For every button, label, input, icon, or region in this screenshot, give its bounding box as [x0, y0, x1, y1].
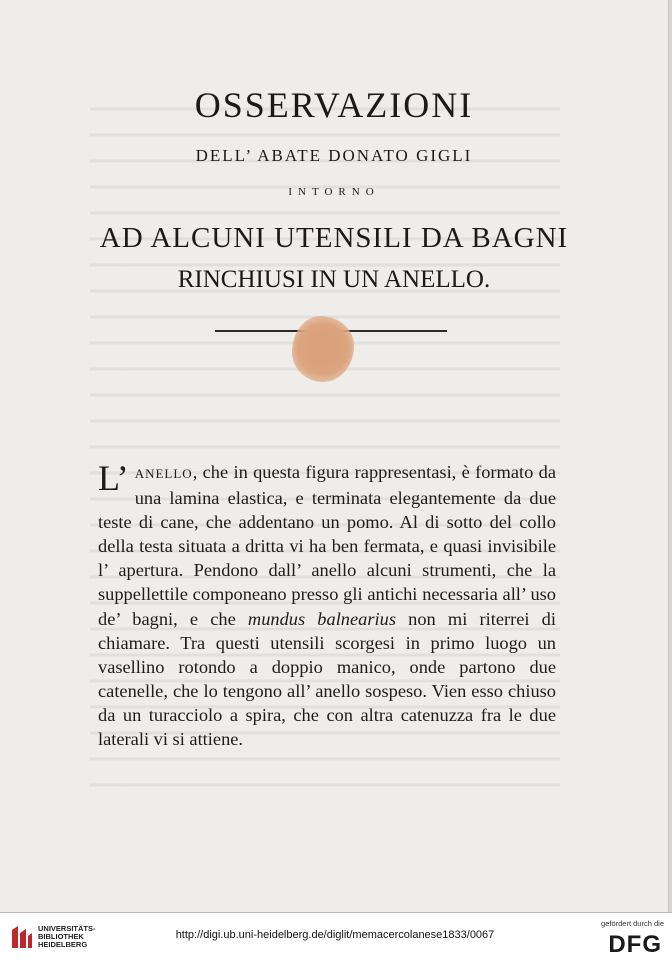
smallcaps-word: ANELLO	[134, 466, 193, 481]
foxing-stain	[292, 316, 354, 382]
italic-phrase: mundus balnearius	[247, 608, 396, 629]
library-name-line2: BIBLIOTHEK	[38, 932, 84, 941]
body-paragraph	[98, 460, 556, 751]
viewer-footer	[0, 912, 672, 961]
library-name-line3: HEIDELBERG	[38, 940, 88, 949]
library-name-line1: UNIVERSITÄTS-	[38, 924, 96, 933]
body-text-b: non mi riterrei di chiamare. Tra questi utensili scorgesi in primo luogo un vasellino rotondo a doppio manico, onde partono due catenelle, che lo tengono all’ anello sospeso. Vien esso chiuso da un turacciolo a spira, che con altra catenuzza fra le due laterali vi si attiene.	[98, 608, 556, 750]
page-title: OSSERVAZIONI	[194, 85, 474, 125]
university-library-logo-icon	[10, 924, 34, 950]
subject-line-2: RINCHIUSI IN UN ANELLO.	[177, 266, 491, 293]
body-text-a: , che in questa figura rappresentasi, è formato da una lamina elastica, e terminata elegantemente da due teste di cane, che addentano un pomo. Al di sotto del collo della testa situata a dritta vi ha ben fermata, e quasi invisibile l’ apertura. Pendono dall’ anello alcuni strumenti, che la suppellettile componeano presso gli antichi necessaria all’ uso de’ bagni, e che	[98, 462, 556, 629]
author-line: DELL’ ABATE DONATO GIGLI	[195, 146, 473, 165]
dfg-logo[interactable]: DFG	[608, 931, 662, 958]
drop-cap: L’	[98, 458, 129, 498]
permalink-url[interactable]: http://digi.ub.uni-heidelberg.de/diglit/memacercolanese1833/0067	[175, 929, 495, 941]
subject-line-1: AD ALCUNI UTENSILI DA BAGNI	[99, 222, 569, 254]
funded-by-label: gefördert durch die	[601, 919, 664, 928]
connector-line: INTORNO	[288, 186, 380, 198]
library-name[interactable]	[38, 925, 108, 949]
